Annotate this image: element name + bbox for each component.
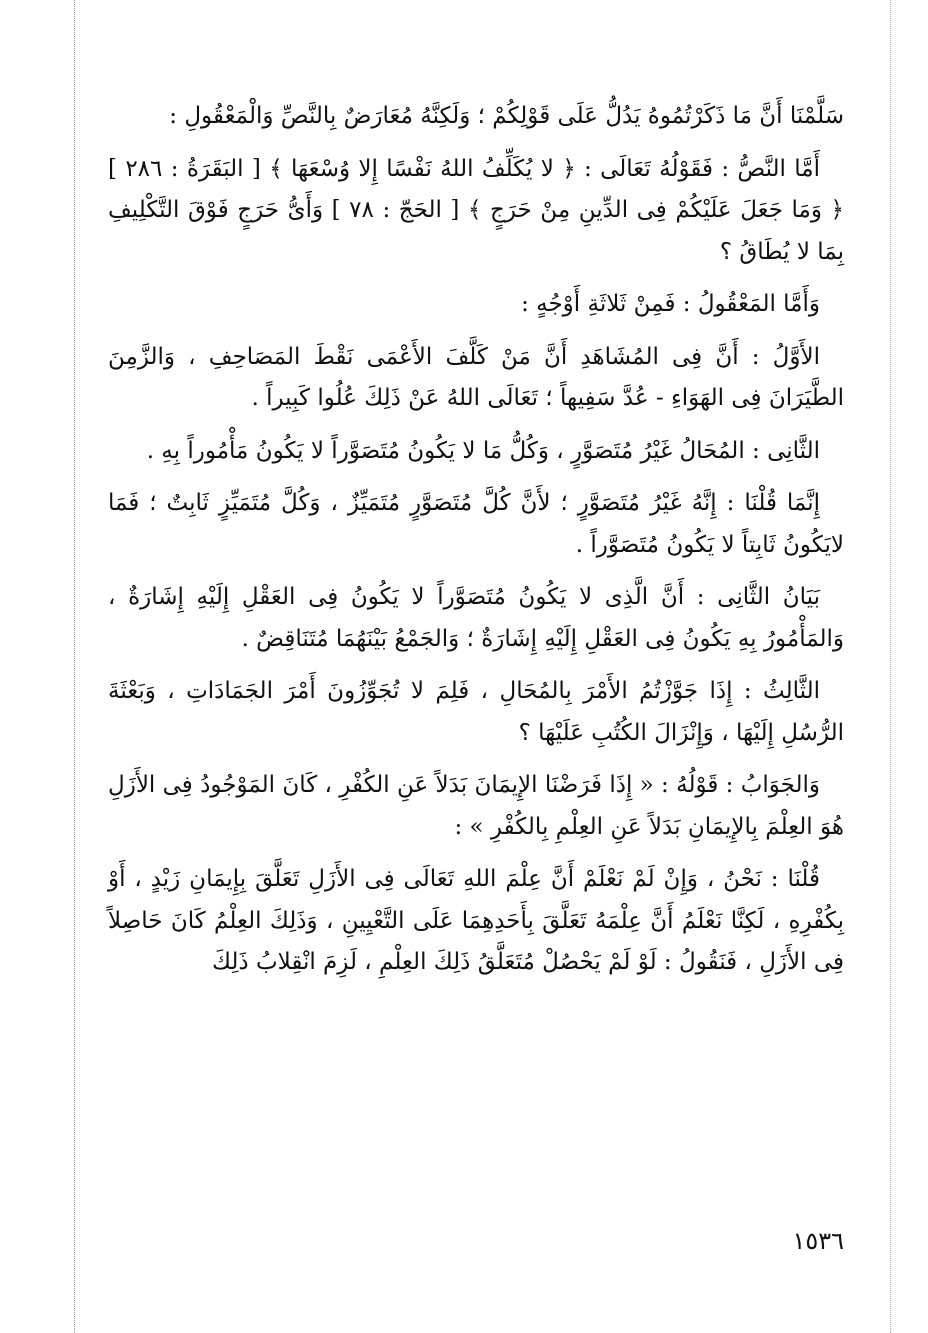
paragraph-3: وَأَمَّا المَعْقُولُ : فَمِنْ ثَلاثَةِ أَوْجُهٍ : bbox=[521, 291, 820, 317]
scan-edge-right bbox=[890, 0, 891, 1333]
paragraph-9: وَالجَوَابُ : قَوْلُهُ : « إِذَا فَرَضْنَا الإِيمَانَ بَدَلاً عَنِ الكُفْرِ ، كَانَ المَوْجُودُ فِى الأَزَلِ هُوَ العِلْمَ بِالإِيمَانِ بَدَلاً عَنِ العِلْمِ بِالكُفْرِ » : bbox=[108, 772, 844, 840]
paragraph-5: الثَّانِى : المُحَالُ غَيْرُ مُتَصَوَّرٍ ، وَكُلُّ مَا لا يَكُونُ مُتَصَوَّراً لا يَكُونُ مَأْمُوراً بِهِ . bbox=[146, 437, 820, 464]
paragraph-1: سَلَّمْنَا أَنَّ مَا ذَكَرْتُمُوهُ يَدُلُّ عَلَى قَوْلِكُمْ ؛ وَلَكِنَّهُ مُعَارَضٌ بِالنَّصِّ وَالْمَعْقُولِ : bbox=[169, 103, 844, 129]
paragraph-6: إِنَّمَا قُلْنَا : إِنَّهُ غَيْرُ مُتَصَوَّرٍ ؛ لأَنَّ كُلَّ مُتَصَوَّرٍ مُتَمَيِّزٌ ، وَكُلَّ مُتَمَيِّزٍ ثَابِتٌ ؛ فَمَا لايَكُونُ ثَابِتاً لا يَكُونُ مُتَصَوَّراً . bbox=[108, 490, 844, 558]
paragraph-4: الأَوَّلُ : أَنَّ فِى المُشَاهَدِ أَنَّ مَنْ كَلَّفَ الأَعْمَى نَقْطَ المَصَاحِفِ ، وَالزَّمِنَ الطَّيَرَانَ فِى الهَوَاءِ - عُدَّ سَفِيهاً ؛ تَعَالَى اللهُ عَنْ ذَلِكَ عُلُوا كَبِيراً . bbox=[108, 343, 844, 411]
paragraph-8: الثَّالِثُ : إِذَا جَوَّزْتُمُ الأَمْرَ بِالمُحَالِ ، فَلِمَ لا تُجَوِّزُونَ أَمْرَ الجَمَادَاتِ ، وَبَعْثَةَ الرُّسُلِ إِلَيْهَا ، وَإِنْزَالَ الكُتُبِ عَلَيْهَا ؟ bbox=[108, 678, 844, 746]
scan-edge-left bbox=[74, 0, 75, 1333]
paragraph-2: أَمَّا النَّصُّ : فَقَوْلُهُ تَعَالَى : ﴿ لا يُكَلِّفُ اللهُ نَفْسًا إِلا وُسْعَهَا ﴾ [ البَقَرَةُ : ٢٨٦ ] ﴿ وَمَا جَعَلَ عَلَيْكُمْ فِى الدِّينِ مِنْ حَرَجٍ ﴾ [ الحَجّ : ٧٨ ] وَأَىُّ حَرَجٍ فَوْقَ التَّكْلِيفِ بِمَا لا يُطَاقُ ؟ bbox=[108, 155, 844, 265]
page-number: ١٥٣٦ bbox=[792, 1227, 844, 1255]
paragraph-7: بَيَانُ الثَّانِى : أَنَّ الَّذِى لا يَكُونُ مُتَصَوَّراً لا يَكُونُ فِى العَقْلِ إِلَيْهِ إِشَارَةٌ ، وَالمَأْمُورُ بِهِ يَكُونُ فِى العَقْلِ إِلَيْهِ إِشَارَةٌ ؛ وَالجَمْعُ بَيْنَهُمَا مُتَنَاقِضٌ . bbox=[108, 584, 844, 652]
paragraph-10: قُلْنَا : نَحْنُ ، وَإِنْ لَمْ نَعْلَمْ أَنَّ عِلْمَ اللهِ تَعَالَى فِى الأَزَلِ تَعَلَّقَ بِإِيمَانِ زَيْدٍ ، أَوْ بِكُفْرِهِ ، لَكِنَّا نَعْلَمُ أَنَّ عِلْمَهُ تَعَلَّقَ بِأَحَدِهِمَا عَلَى التَّعْيِينِ ، وَذَلِكَ العِلْمُ كَانَ حَاصِلاً فِى الأَزَلِ ، فَنَقُولُ : لَوْ لَمْ يَحْصُلْ مُتَعَلَّقُ ذَلِكَ العِلْمِ ، لَزِمَ انْقِلابُ ذَلِكَ bbox=[108, 866, 844, 975]
body-text bbox=[108, 96, 844, 995]
